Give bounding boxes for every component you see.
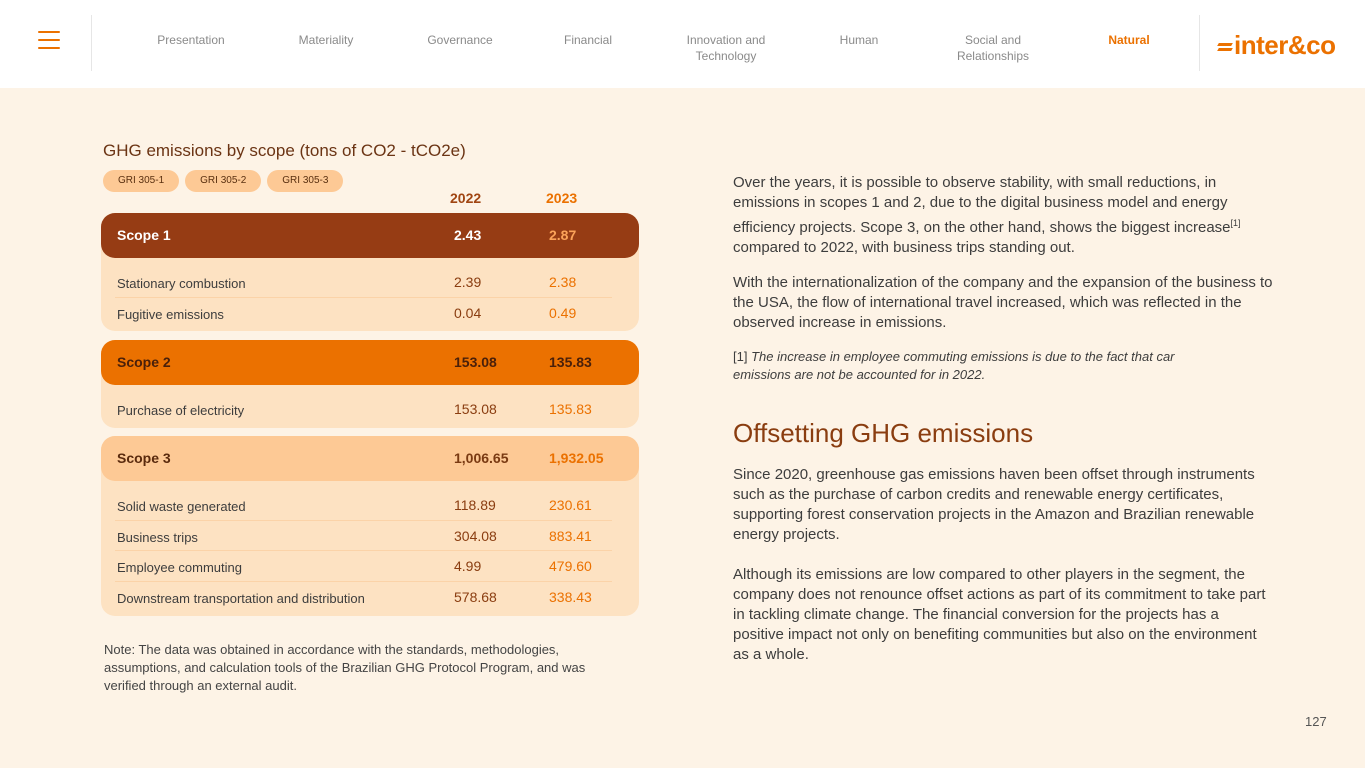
row-label: Business trips [117, 529, 198, 545]
row-value-2023: 479.60 [549, 558, 592, 574]
column-header-2023: 2023 [546, 190, 578, 206]
row-value-2023: 135.83 [549, 401, 592, 417]
paragraph-internationalization: With the internationalization of the company and the expansion of the business to the USA, the flow of international travel increased, which was reflected in the observed increase in emissions. [733, 274, 1273, 331]
scope-header [101, 340, 639, 385]
inter-co-logo[interactable]: inter&co [1218, 30, 1335, 61]
nav-item-financial[interactable]: Financial [563, 33, 613, 47]
top-nav-bar [0, 0, 1365, 88]
scope-header [101, 213, 639, 258]
table-row [115, 394, 612, 425]
row-value-2022: 153.08 [454, 401, 497, 417]
table-row [115, 521, 612, 552]
scope-2-block [101, 340, 639, 428]
footnote-marker[interactable]: [1] [1230, 218, 1241, 228]
table-row [115, 267, 612, 298]
nav-item-social[interactable]: Social and Relationships [956, 33, 1030, 63]
scope-value-2023: 2.87 [549, 227, 577, 243]
nav-item-materiality[interactable]: Materiality [298, 33, 354, 47]
row-value-2023: 230.61 [549, 497, 592, 513]
column-header-2022: 2022 [450, 190, 482, 206]
paragraph-offset-instruments: Since 2020, greenhouse gas emissions haven been offset through instruments such as the purchase of carbon credits and renewable energy certificates, supporting forest conservation projects in the Amazon and Brazilian renewable energy projects. [733, 466, 1255, 543]
gri-chips [103, 170, 343, 192]
scope-value-2023: 1,932.05 [549, 450, 604, 466]
nav-item-natural[interactable]: Natural [1108, 33, 1150, 47]
section-heading-offsetting: Offsetting GHG emissions [733, 418, 1034, 448]
row-value-2023: 0.49 [549, 304, 577, 321]
row-value-2022: 578.68 [454, 588, 497, 605]
scope-3-block [101, 436, 639, 616]
row-value-2022: 4.99 [454, 558, 482, 574]
nav-divider [1199, 15, 1200, 71]
scope-label: Scope 2 [117, 354, 171, 370]
row-label: Solid waste generated [117, 499, 246, 514]
scope-label: Scope 1 [117, 227, 171, 243]
gri-chip[interactable]: GRI 305-3 [267, 170, 343, 192]
nav-divider [91, 15, 92, 71]
footnote: [1] The increase in employee commuting emissions is due to the fact that car emissions are not be accounted for in 2022. [733, 349, 1175, 382]
table-row [115, 298, 612, 329]
nav-item-governance[interactable]: Governance [427, 33, 493, 47]
table-title: GHG emissions by scope (tons of CO2 - tCO2e) [103, 141, 466, 160]
scope-value-2023: 135.83 [549, 354, 592, 370]
scope-value-2022: 1,006.65 [454, 450, 509, 466]
table-row [115, 551, 612, 582]
row-label: Stationary combustion [117, 276, 246, 291]
row-label: Employee commuting [117, 560, 242, 575]
row-value-2022: 304.08 [454, 527, 497, 544]
table-row [115, 582, 612, 613]
scope-value-2022: 153.08 [454, 354, 497, 370]
row-value-2023: 2.38 [549, 274, 577, 290]
scope-label: Scope 3 [117, 450, 171, 466]
logo-chevron-icon [1218, 37, 1232, 55]
gri-chip[interactable]: GRI 305-2 [185, 170, 261, 192]
scope-1-block [101, 213, 639, 331]
table-row [115, 490, 612, 521]
nav-item-human[interactable]: Human [839, 33, 879, 47]
page-number: 127 [1305, 714, 1327, 729]
nav-item-presentation[interactable]: Presentation [157, 33, 225, 47]
scope-header [101, 436, 639, 481]
row-value-2022: 2.39 [454, 274, 482, 290]
hamburger-icon[interactable] [38, 31, 60, 51]
row-label: Purchase of electricity [117, 403, 245, 418]
table-note: Note: The data was obtained in accordance with the standards, methodologies, assumptions, and calculation tools of the Brazilian GHG Protocol Program, and was verified through an external audit. [104, 642, 586, 693]
row-label: Downstream transportation and distribution [117, 590, 365, 606]
row-value-2022: 0.04 [454, 304, 482, 321]
paragraph-stability: Over the years, it is possible to observe stability, with small reductions, in emissions in scopes 1 and 2, due to the digital business model and energy efficiency projects. Scope 3, on the other hand, shows the biggest increase[1] compared to 2022, with business trips standing out. [733, 174, 1241, 256]
row-label: Fugitive emissions [117, 306, 224, 322]
row-value-2023: 883.41 [549, 527, 592, 544]
gri-chip[interactable]: GRI 305-1 [103, 170, 179, 192]
row-value-2023: 338.43 [549, 588, 592, 605]
scope-value-2022: 2.43 [454, 227, 482, 243]
paragraph-offset-commitment: Although its emissions are low compared to other players in the segment, the company does not renounce offset actions as part of its commitment to take part in tackling climate change. The financial conversion for the projects has a positive impact not only on benefiting communities but also on the environment as a whole. [733, 566, 1266, 663]
row-value-2022: 118.89 [454, 497, 496, 513]
nav-item-innovation[interactable]: Innovation and Technology [686, 33, 766, 63]
